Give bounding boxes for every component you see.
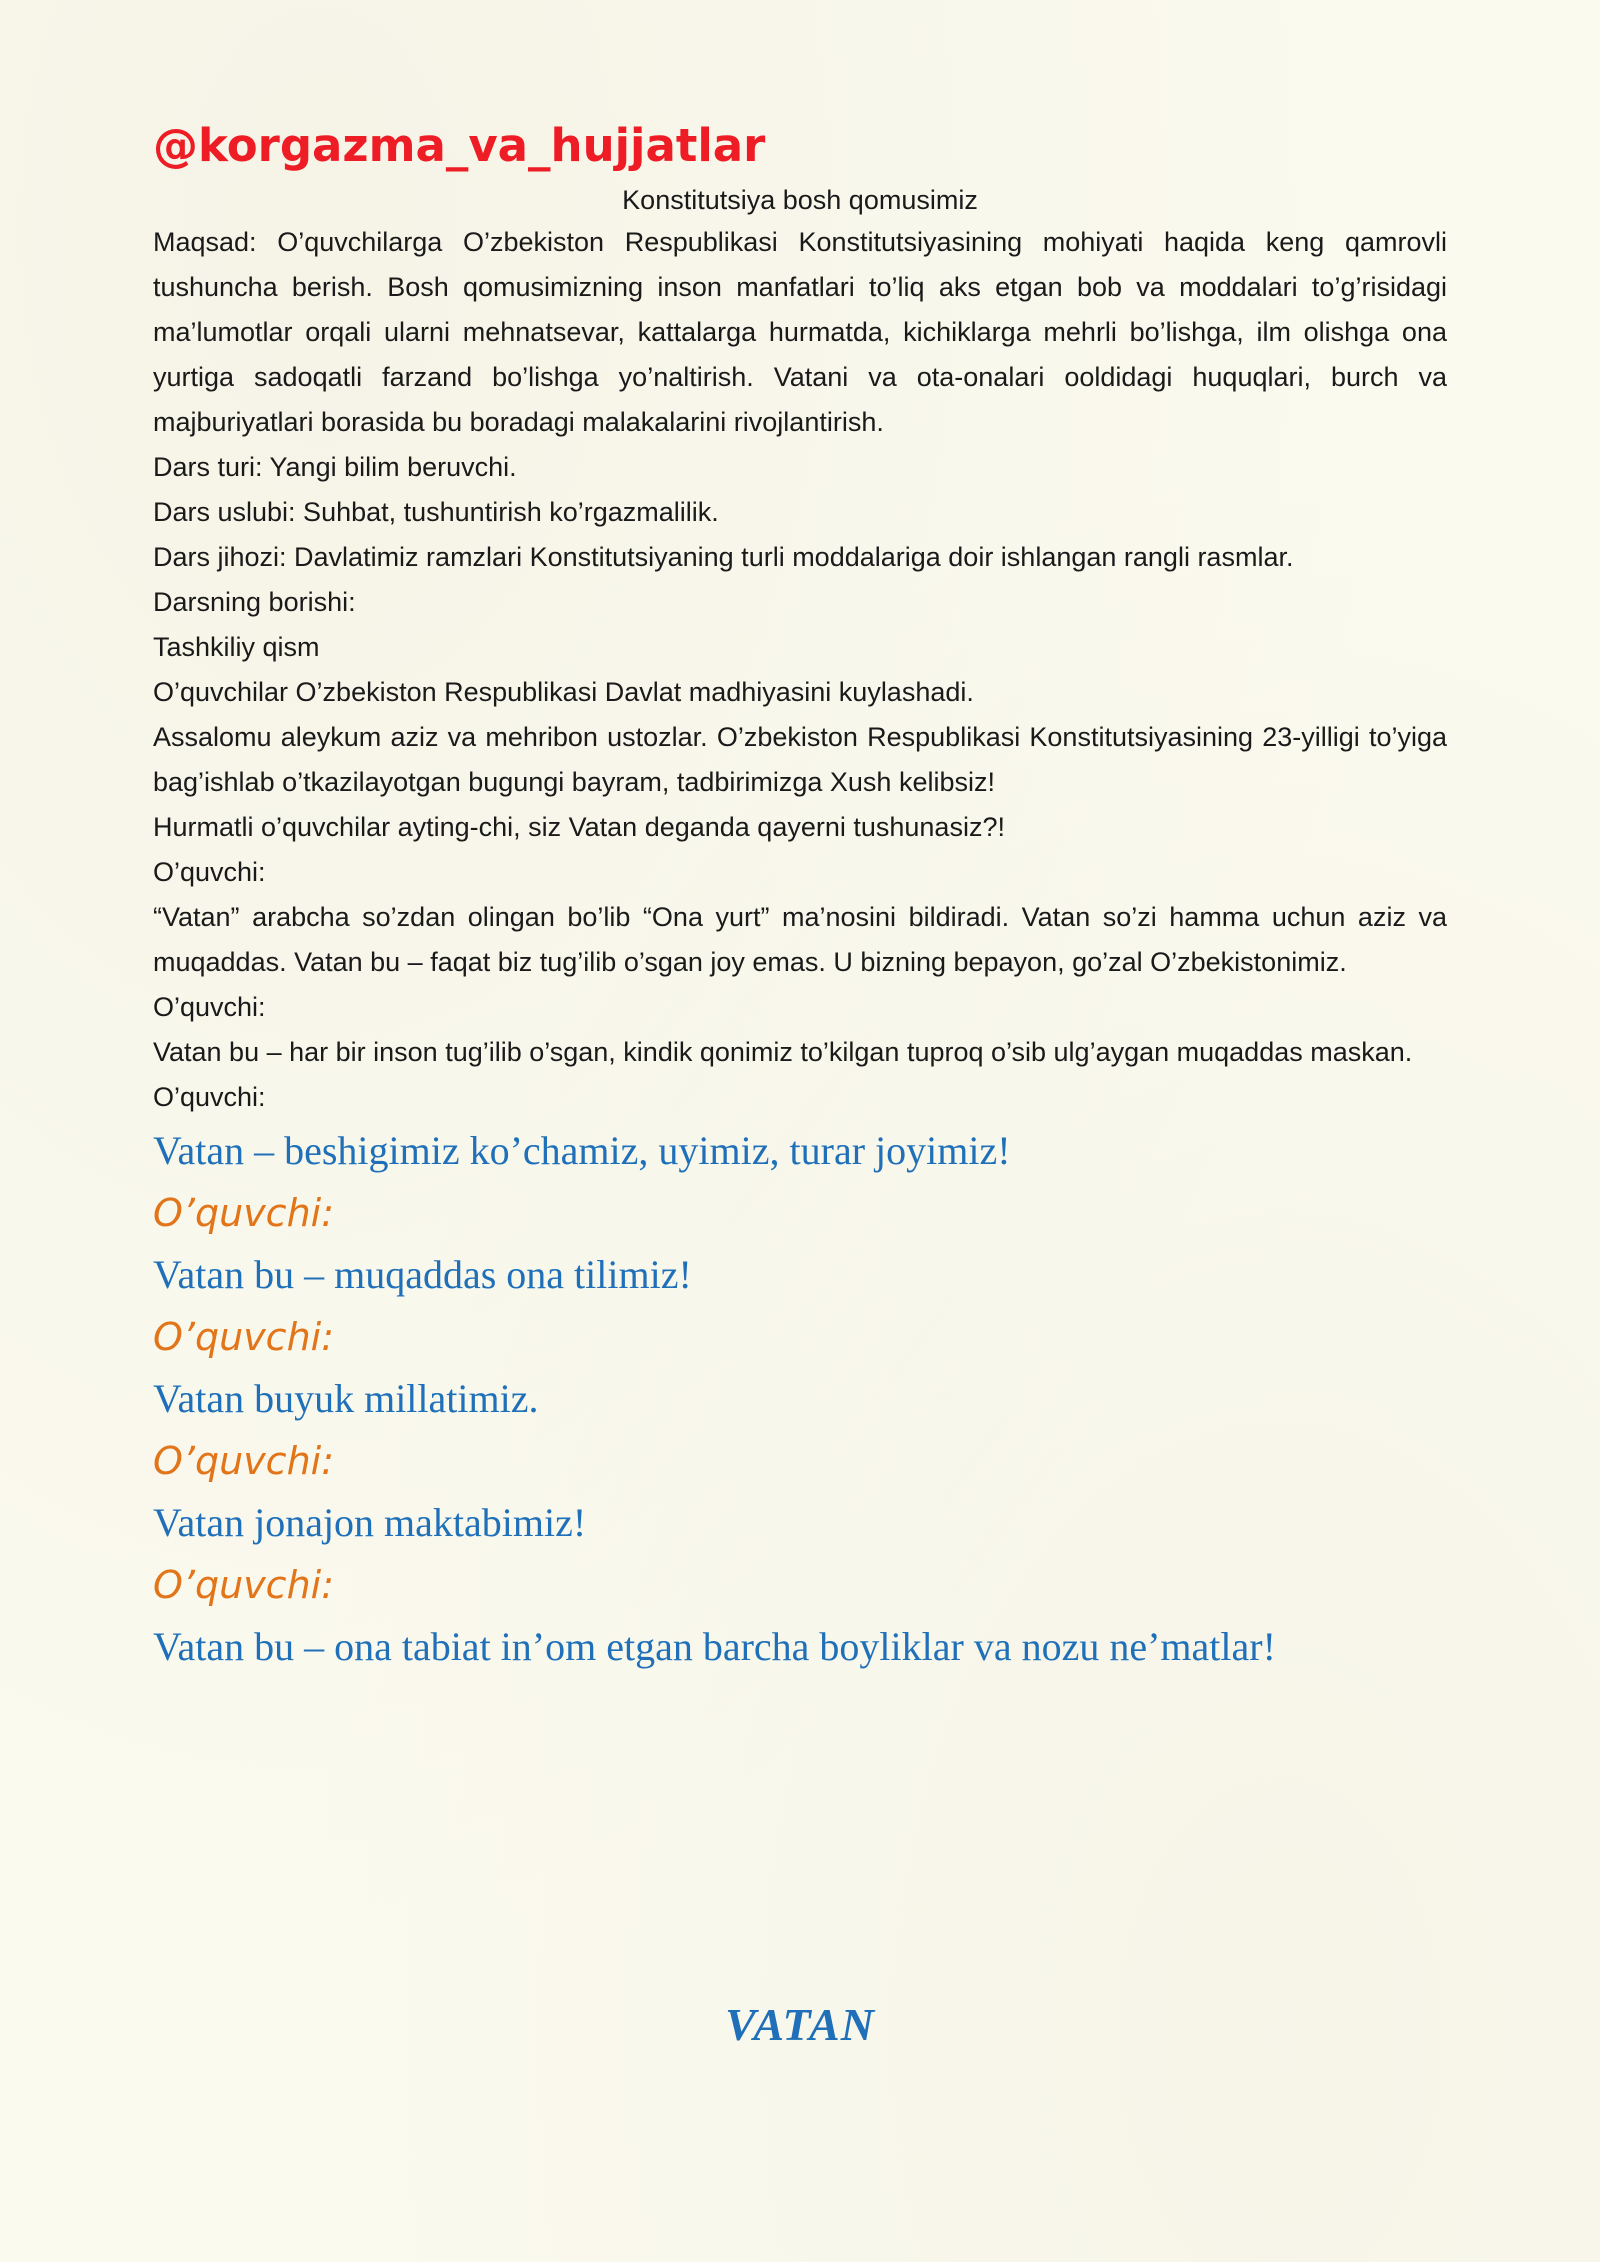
document-title: Konstitutsiya bosh qomusimiz [622,185,978,215]
speaker-label-orange: O’quvchi: [153,1439,335,1483]
vatan-definition-paragraph: “Vatan” arabcha so’zdan olingan bo’lib “Ona yurt” ma’nosini bildiradi. Vatan so’zi hamma uchun aziz va muqaddas. Vatan bu – faqat biz tug’ilib o’sgan joy emas. U bizning bepayon, go’zal O’zbekistonimiz. [153,902,1447,977]
lesson-type: Dars turi: Yangi bilim beruvchi. [153,452,517,482]
goal-paragraph: Maqsad: O’quvchilarga O’zbekiston Respublikasi Konstitutsiyasining mohiyati haqida keng qamrovli tushuncha berish. Bosh qomusimizning inson manfatlari to’liq aks etgan bob va moddalari to’g’risidagi ma’lumotlar orqali ularni mehnatsevar, kattalarga hurmatda, kichiklarga mehrli bo’lishga, ilm olishga ona yurtiga sadoqatli farzand bo’lishga yo’naltirish. Vatani va ota-onalari ooldidagi huquqlari, burch va majburiyatlari borasida bu boradagi malakalarini rivojlantirish. [153,227,1447,437]
lesson-equipment: Dars jihozi: Davlatimiz ramzlari Konstitutsiyaning turli moddalariga doir ishlangan rangli rasmlar. [153,542,1294,572]
vatan-line: Vatan bu – ona tabiat in’om etgan barcha boyliklar va nozu ne’matlar! [153,1624,1276,1669]
question-line: Hurmatli o’quvchilar ayting-chi, siz Vatan deganda qayerni tushunasiz?! [153,812,1005,842]
lesson-progress-heading: Darsning borishi: [153,587,356,617]
speaker-label: O’quvchi: [153,857,266,887]
document-body [153,118,1447,1678]
speaker-label: O’quvchi: [153,1082,266,1112]
speaker-label-orange: O’quvchi: [153,1315,335,1359]
speaker-label: O’quvchi: [153,992,266,1022]
channel-watermark: @korgazma_va_hujjatlar [153,119,766,172]
speaker-label-orange: O’quvchi: [153,1563,335,1607]
vatan-line: Vatan buyuk millatimiz. [153,1376,539,1421]
anthem-line: O’quvchilar O’zbekiston Respublikasi Davlat madhiyasini kuylashadi. [153,677,974,707]
vatan-homeland-paragraph: Vatan bu – har bir inson tug’ilib o’sgan, kindik qonimiz to’kilgan tuproq o’sib ulg’aygan muqaddas maskan. [153,1037,1413,1067]
footer-title: VATAN [725,1999,875,2050]
vatan-line: Vatan jonajon maktabimiz! [153,1500,587,1545]
vatan-line: Vatan – beshigimiz ko’chamiz, uyimiz, turar joyimiz! [153,1128,1011,1173]
greeting-paragraph: Assalomu aleykum aziz va mehribon ustozlar. O’zbekiston Respublikasi Konstitutsiyasining 23-yilligi to’yiga bag’ishlab o’tkazilayotgan bugungi bayram, tadbirimizga Xush kelibsiz! [153,722,1447,797]
organizational-part: Tashkiliy qism [153,632,320,662]
speaker-label-orange: O’quvchi: [153,1191,335,1235]
vatan-line: Vatan bu – muqaddas ona tilimiz! [153,1252,692,1297]
lesson-method: Dars uslubi: Suhbat, tushuntirish ko’rgazmalilik. [153,497,719,527]
